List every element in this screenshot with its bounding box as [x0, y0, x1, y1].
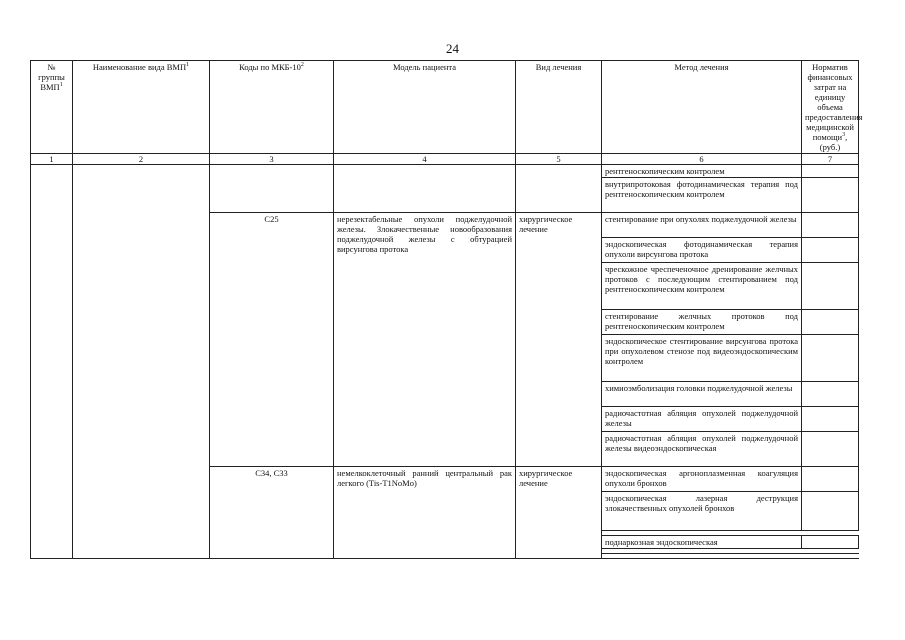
- cell-method: поднаркозная эндоскопическая: [602, 536, 802, 549]
- cell-treatment-type: хирургическое лечение: [516, 467, 602, 559]
- cell-cost: [802, 467, 859, 492]
- header-cost-standard: Норматив финансовых затрат на единицу объема предоставления медицинской помощи$^3$, (руб.): [802, 61, 859, 154]
- cell-method: чрескожное чреспеченочное дренирование желчных протоков с последующим стентированием под рентгеноскопическим контролем: [602, 263, 802, 310]
- column-number: 1: [31, 154, 73, 165]
- cell-cost: [802, 536, 859, 549]
- header-treatment-type: Вид лечения: [516, 61, 602, 154]
- cell-patient-model: немелкоклеточный ранний центральный рак легкого (Tis-T1NoMo): [334, 467, 516, 559]
- cell-vmp-name: [73, 165, 210, 559]
- cell-method: эндоскопическая лазерная деструкция злокачественных опухолей бронхов: [602, 492, 802, 531]
- header-group-number: № группы ВМП$^1$: [31, 61, 73, 154]
- table-row: [31, 165, 859, 178]
- cell-cost: [802, 165, 859, 178]
- cell-cost: [802, 263, 859, 310]
- cell-method: рентгеноскопическим контролем: [602, 165, 802, 178]
- cell-method: радиочастотная абляция опухолей поджелудочной железы видеоэндоскопическая: [602, 432, 802, 467]
- row-gap: [802, 554, 859, 559]
- cell-cost: [802, 238, 859, 263]
- column-number: 6: [602, 154, 802, 165]
- column-number: 5: [516, 154, 602, 165]
- column-number-row: [31, 154, 859, 165]
- cell-method: стентирование при опухолях поджелудочной железы: [602, 213, 802, 238]
- cell-cost: [802, 432, 859, 467]
- header-row: [31, 61, 859, 154]
- cell-cost: [802, 310, 859, 335]
- cell-method: стентирование желчных протоков под рентгеноскопическим контролем: [602, 310, 802, 335]
- row-gap: [602, 554, 802, 559]
- cell-icd-code: C34, C33: [210, 467, 334, 559]
- header-vmp-name: Наименование вида ВМП$^1$: [73, 61, 210, 154]
- cell-method: внутрипротоковая фотодинамическая терапия под рентгеноскопическим контролем: [602, 178, 802, 213]
- cell-cost: [802, 178, 859, 213]
- cell-patient-model: нерезектабельные опухоли поджелудочной железы. Злокачественные новообразования поджелудочной железы с обтурацией вирсунгова протока: [334, 213, 516, 467]
- cell-treatment-type: [516, 165, 602, 213]
- column-number: 7: [802, 154, 859, 165]
- vmp-table: [30, 60, 863, 559]
- cell-cost: [802, 407, 859, 432]
- cell-method: химиоэмболизация головки поджелудочной железы: [602, 382, 802, 407]
- header-patient-model: Модель пациента: [334, 61, 516, 154]
- header-icd-codes: Коды по МКБ-$10^2$: [210, 61, 334, 154]
- cell-group-number: [31, 165, 73, 559]
- column-number: 4: [334, 154, 516, 165]
- column-number: 3: [210, 154, 334, 165]
- cell-method: эндоскопическое стентирование вирсунгова протока при опухолевом стенозе под видеоэндоскопическим контролем: [602, 335, 802, 382]
- cell-cost: [802, 492, 859, 531]
- cell-treatment-type: хирургическое лечение: [516, 213, 602, 467]
- page-number: 24: [446, 41, 459, 56]
- cell-cost: [802, 382, 859, 407]
- cell-cost: [802, 335, 859, 382]
- cell-method: эндоскопическая аргоноплазменная коагуляция опухоли бронхов: [602, 467, 802, 492]
- cell-patient-model: [334, 165, 516, 213]
- cell-cost: [802, 213, 859, 238]
- column-number: 2: [73, 154, 210, 165]
- cell-icd-code: C25: [210, 213, 334, 467]
- header-treatment-method: Метод лечения: [602, 61, 802, 154]
- cell-method: эндоскопическая фотодинамическая терапия опухоли вирсунгова протока: [602, 238, 802, 263]
- cell-method: радиочастотная абляция опухолей поджелудочной железы: [602, 407, 802, 432]
- cell-icd-code: [210, 165, 334, 213]
